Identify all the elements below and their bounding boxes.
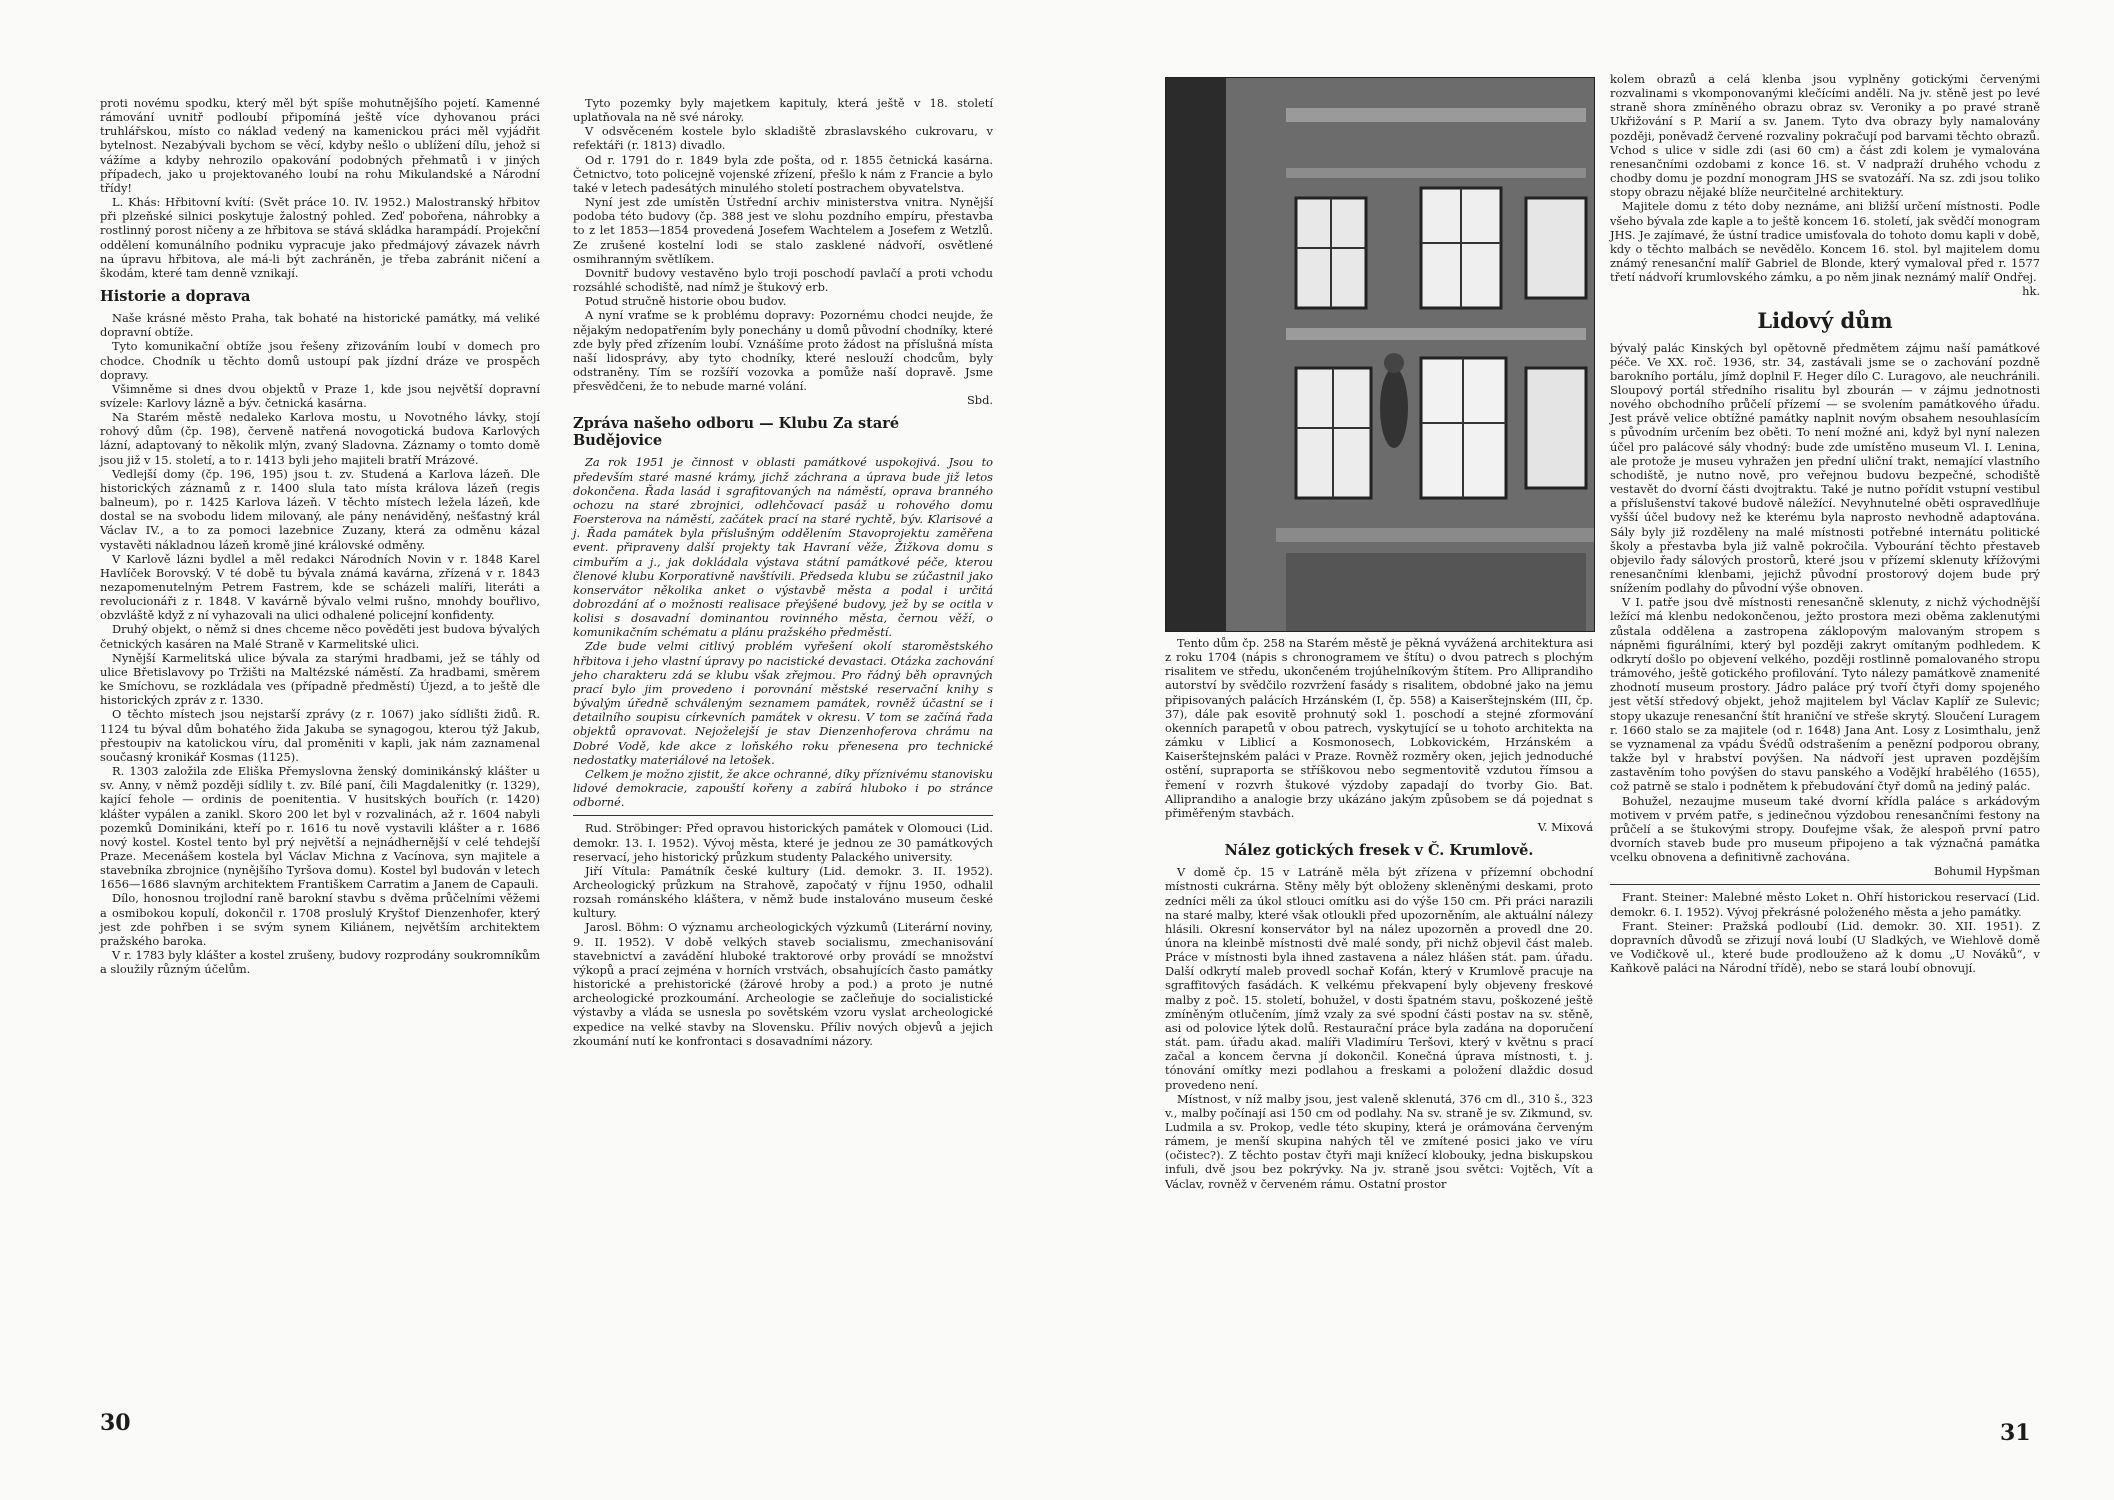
paragraph: Od r. 1791 do r. 1849 byla zde pošta, od r. 1855 četnická kasárna. Četnictvo, toto policejně vojenské zřízení, přešlo k nám z Francie a bylo také v letech padesátých minulého století postrachem obyvatelstva. bbox=[573, 152, 993, 195]
paragraph: A nyní vraťme se k problému dopravy: Pozornému chodci neujde, že nějakým nedopatřením byly ponechány u domů původní chodníky, které zde byly před zřízením loubí. Vznášíme proto žádost na příslušná místa naší lidosprávy, aby tyto chodníky, které neslouží chodcům, byly odstraněny. Tím se rozšíří vozovka a pomůže naší dopravě. Jsme přesvědčeni, že to nebude marné volání. bbox=[573, 308, 993, 394]
paragraph: V Karlově lázni bydlel a měl redakci Národních Novin v r. 1848 Karel Havlíček Borovský. V té době tu bývala známá kavárna, zřízená v r. 1843 nezapomenutelným Petrem Fastrem, kde se scházeli malíři, literáti a revolucionáři z r. 1848. V kavárně bývalo velmi rušno, mnohdy bouřlivo, obzvláště když z ní vyhazovali na ulici odhalené policejní konfidenty. bbox=[100, 551, 540, 623]
paragraph: Bohumil Hypšman bbox=[1933, 864, 2040, 879]
paragraph: Naše krásné město Praha, tak bohaté na historické památky, má veliké dopravní obtíže. bbox=[100, 311, 540, 340]
paragraph: Frant. Steiner: Pražská podloubí (Lid. demokr. 30. XII. 1951). Z dopravních důvodů se zřizují nová loubí (U Sladkých, ve Wiehlově domě ve Vodičkově ul., které bude prodlouženo až k domu „U Nováků“, v Kaňkově paláci na Národní třídě), nebo se stará loubí obnovují. bbox=[1610, 918, 2040, 976]
paragraph: Místnost, v níž malby jsou, jest valeně sklenutá, 376 cm dl., 310 š., 323 v., malby počínají asi 150 cm od podlahy. Na sv. straně je sv. Zikmund, sv. Ludmila a sv. Prokop, vedle této skupiny, která je orámována červeným rámem, je menší skupina nahých těl ve zmítené posici jako ve víru (očistec?). Z těchto postav čtyři maji knížecí klobouky, jedna biskupskou infuli, dvě jsou bez pokrývky. Na jv. straně jsou světci: Vojtěch, Vít a Václav, rovněž v červeném rámu. Ostatní prostor bbox=[1165, 1091, 1593, 1191]
paragraph: Majitele domu z této doby neznáme, ani bližší určení místnosti. Podle všeho bývala zde kaple a to ještě koncem 16. století, jak svědčí monogram JHS. Je zajímavé, že ústní tradice umisťovala do tohoto domu kapli v době, kdy o těchto malbách se nevědělo. Koncem 16. stol. byl majitelem domu známý renesanční malíř Gabriel de Blonde, který vymaloval před r. 1577 třetí nádvoří krumlovského zámku, a po něm jinak neznámý malíř Ondřej. bbox=[1610, 199, 2040, 285]
column-2 bbox=[573, 96, 993, 1048]
paragraph: Tyto komunikační obtíže jsou řešeny zřizováním loubí v domech pro chodce. Chodník u těchto domů ustoupí pak jízdní dráze ve prospěch dopravy. bbox=[100, 339, 540, 382]
paragraph: Nyní jest zde umístěn Ústřední archiv ministerstva vnitra. Nynější podoba této budovy (čp. 388 jest ve slohu pozdního empíru, přestavba to z let 1853—1854 provedená Josefem Wachtelem a Josefem z Wetzlů. Ze zrušené kostelní lodi se stalo zasklené nádvoří, osvětlené osmihranným světlíkem. bbox=[573, 195, 993, 266]
paragraph: Tento dům čp. 258 na Starém městě je pěkná vyvážená architektura asi z roku 1704 (nápis s chronogramem ve štítu) o dvou patrech s plochým risalitem ve středu, ukončeném trojúhelníkovým štítem. Pro Alliprandiho autorství by svědčilo rozvržení fasády s risalitem, obdobné jako na jemu připisovaných palácích Hrzánském (I, čp. 558) a Kaiserštejnském (III, čp. 37), dále pak esovitě prohnutý sokl 1. poschodí a stejné zformování okenních parapetů v obou patrech, vyskytující se u tohoto architekta na zámku v Liblicí a Kosmonosech, Lobkovickém, Hrzánském a Kaiserštejnském paláci v Praze. Rovněž rozměry oken, jejich jednoduché ostění, supraporta se stříškovou nebo segmentovitě vzdutou římsou a řemení v rozvrh štukové výzdoby zapadají do tvorby Gio. Bat. Alliprandiho a analogie brzy ukázáno jakým způsobem se dá pojednat s přiměřeným stavbách. bbox=[1165, 636, 1593, 820]
section-heading: Nález gotických fresek v Č. Krumlově. bbox=[1224, 842, 1534, 860]
paragraph: V domě čp. 15 v Latráně měla být zřízena v přízemní obchodní místnosti cukrárna. Stěny měly být obloženy skleněnými deskami, proto zedníci měli za úkol stlouci omítku asi do výše 150 cm. Při práci narazili na staré malby, které však otloukli před upozorněním, ale aktuální nálezy hlásili. Okresní konservátor byl na nález upozorněn a provedl dne 20. února na kleinbě místnosti dvě malé sondy, při nichž objevil část maleb. Práce v místnosti byla ihned zastavena a nález hlášen stát. pam. úřadu. Další odkrytí maleb provedl sochař Kofán, který v Krumlově pracuje na sgraffitových fasádách. K velkému překvapení byly objeveny freskové malby z poč. 15. století, bohužel, v dosti špatném stavu, poškozené ještě zmíněným otlučením, jímž vzaly za své spodní části postav na sv. stěně, asi od polovice lýtek dolů. Restaurační práce byla zadána na doporučení stát. pam. úřadu akad. malíři Vladimíru Teršovi, který v květnu s prací začal a koncem června jí dokončil. Konečná úprava místnosti, t. j. tónování omítky mezi podlahou a freskami a položení dlaždic dosud provedeno není. bbox=[1165, 865, 1593, 1092]
paragraph: Druhý objekt, o němž si dnes chceme něco pověděti jest budova bývalých četnických kasáren na Malé Straně v Karmelitské ulici. bbox=[100, 622, 540, 651]
paragraph: V odsvěceném kostele bylo skladiště zbraslavského cukrovaru, v refektáři (r. 1813) divadlo. bbox=[573, 124, 993, 153]
paragraph: Jarosl. Böhm: O významu archeologických výzkumů (Literární noviny, 9. II. 1952). V době velkých staveb socialismu, zmechanisování stavebnictví a zavádění hluboké traktorové orby provádí se množství výkopů a prací zejména v horních vrstvách, obsahujících často památky historické a prehistorické (žárové hroby a pod.) a proto je nutné archeologické prozkoumání. Archeologie se začleňuje do socialistické výstavby a vláda se usnesla po sovětském vzoru vyslat archeologické expedice na velké stavby na Slovensku. Příliv nových objevů a jejich zkoumání nutí ke konfrontaci s dosavadními názory. bbox=[573, 920, 993, 1048]
paragraph: kolem obrazů a celá klenba jsou vyplněny gotickými červenými rozvalinami s vkomponovanými klečícími anděli. Na jv. stěně jest po levé straně shora zmíněného obrazu obraz sv. Veroniky a po pravé straně Ukřižování s P. Marií a sv. Janem. Tyto dva obrazy byly namalovány později, poněvadž červené rozvaliny pokračují pod barvami těchto obrazů. Vchod s ulice v sidle zdi (asi 60 cm) a část zdi kolem je vymalována renesančními ozdobami z konce 16. st. V nadpraží druhého vchodu z chodby domu je pozdní monogram JHS se svatozáří. Na sz. zdi jsou toliko stopy obrazu nějaké blíže neurčitelné architektury. bbox=[1610, 72, 2040, 200]
paragraph: Rud. Ströbinger: Před opravou historických památek v Olomouci (Lid. demokr. 13. I. 1952). Vývoj města, které je jednou ze 30 památkových reservací, jeho historický průzkum studenty Palackého university. bbox=[573, 821, 993, 864]
paragraph: Za rok 1951 je činnost v oblasti památkové uspokojivá. Jsou to především staré masné krámy, jichž záchrana a úprava bude již letos dokončena. Řada lasád i sgrafitovaných na náměstí, oprava branného ochozu na staré zbrojnici, odlehčovací pasáž u rohového domu Foersterova na náměstí, začátek prací na staré rychtě, býv. Klarisové a j. Řada památek byla příslušným oddělením Stavoprojektu zaměřena event. připraveny další projekty tak Havraní věže, Žižkova domu s cimbuřím a j., jak dokládala výstava státní památkové péče, kterou členové klubu Korporativně navštívili. Předseda klubu se zúčastnil jako konservátor několika anket o výstavbě města a podal i určitá dobrozdání ať o možnosti realisace přeýšené budovy, jež by se ocitla v kolisi s dosavadní dominantou rovinného města, černou věží, o komunikačním schématu a plánu pražského předměstí. bbox=[573, 455, 993, 640]
paragraph: Tyto pozemky byly majetkem kapituly, která ještě v 18. století uplatňovala na ně své nároky. bbox=[573, 96, 993, 125]
paragraph: Dovnitř budovy vestavěno bylo troji poschodí pavlačí a proti vchodu rozsáhlé schodiště, nad nímž je štukový erb. bbox=[573, 265, 993, 295]
paragraph: Celkem je možno zjistit, že akce ochranné, díky příznivému stanovisku lidové demokracie, zapouští kořeny a zabírá hluboko i po stránce odborné. bbox=[573, 766, 993, 810]
paragraph: Nynější Karmelitská ulice bývala za starými hradbami, jež se táhly od ulice Břetislavovy po Tržišti na Maltézské náměstí. Za hradbami, směrem ke Smíchovu, se rozkládala ves (případně předměstí) Újezd, a to ještě dle historických zpráv z r. 1330. bbox=[100, 650, 540, 708]
paragraph: V. Mixová bbox=[1537, 820, 1593, 835]
divider bbox=[1610, 884, 2040, 885]
page-number-left: 30 bbox=[100, 1410, 131, 1436]
section-heading: Historie a doprava bbox=[100, 288, 251, 306]
divider bbox=[573, 815, 993, 816]
paragraph: Sbd. bbox=[966, 393, 993, 408]
paragraph: hk. bbox=[2022, 284, 2040, 299]
paragraph: Frant. Steiner: Malebné město Loket n. Ohří historickou reservací (Lid. demokr. 6. I. 1952). Vývoj překrásné položeného města a jeho památky. bbox=[1610, 890, 2040, 919]
paragraph: bývalý palác Kinských byl opětovně předmětem zájmu naší památkové péče. Ve XX. roč. 1936, str. 34, zastávali jsme se o zachování pozdně barokního portálu, jímž doplnil F. Heger dílo C. Luragovo, ale neuchránili. Sloupový portál středního risalitu byl zbourán — v zájmu jednotnosti nového obchodního průčelí přízemí — se svolením památkového úřadu. Jest právě velice obtížné památky naplnit novým obsahem nesouhlasícím s původním určením bez oběti. To není možné ani, když byl nyní nalezen účel pro palácové sály vhodný: bude zde umístěno museum Vl. I. Lenina, ale protože je museu vyhražen jen přední uliční trakt, nemající vlastního schodiště, je nutno nově, pro veřejnou budovu bezpečné, schodiště vestavět do dvorní části dvojtraktu. Také je nutno pořídit vstupní vestibul a příslušenství takové budově náležící. Nevyhnutelné oběti ospravedlňuje vyšší účel budovy než ke kterému byla naprosto nevhodně adaptována. Sály byly již rozděleny na malé místnosti potřebné internátu politické školy a přestavba byla již valně pokročila. Vybourání těchto přestaveb objevilo řady sálových prostorů, které jsou v přízemí sklenuty křížovými renesančními klenbami, jejichž původní prostorový dojem bude prý snížením podlahy do původní výše obnoven. bbox=[1610, 340, 2040, 596]
page-number-right: 31 bbox=[2000, 1420, 2031, 1446]
paragraph: Zde bude velmi citlivý problém vyřešení okolí staroměstského hřbitova i jeho vlastní úpravy po nacistické devastaci. Otázka zachování jeho charakteru zdá se klubu však zřejmou. Pro řádný běh opravných prací bylo jim provedeno i porovnání městské reservační knihy s bývalým úředně schváleným seznamem památek, rovněž účastní se i detailního soupisu církevních památek v okresu. V tom se začíná řada objektů opravovat. Nejoželejší je stav Dienzenhoferova chrámu na Dobré Vodě, kde akce z loňského roku přenesena pro technické nedostatky materiálové na letošek. bbox=[573, 639, 993, 767]
paragraph: Dílo, honosnou trojlodní raně barokní stavbu s dvěma průčelními věžemi a osmibokou kopulí, dokončil r. 1708 proslulý Kryštof Dienzenhofer, který jest zde pohřben i se svým synem Kiliánem, největším architektem pražského baroka. bbox=[100, 891, 540, 948]
paragraph: proti novému spodku, který měl být spíše mohutnějšího pojetí. Kamenné rámování uvnitř podloubí připomíná ještě více dyhovanou práci truhlářskou, místo co náklad vedený na kamenickou práci měl vyjádřit bytelnost. Nezabývali bychom se věcí, kdyby nešlo o ublížení dílu, jehož si vážíme a kdyby nehrozilo opakování podobných přehmatů i v jiných případech, jako u projektovaného loubí na rohu Mikulandské a Národní třídy! bbox=[100, 96, 540, 195]
column-3 bbox=[1165, 636, 1593, 1191]
paragraph: Jiří Vítula: Památník české kultury (Lid. demokr. 3. II. 1952). Archeologický průzkum na Strahově, započatý v říjnu 1950, odhalil rozsah románského kláštera, v němž bude instalováno museum české kultury. bbox=[573, 863, 993, 921]
paragraph: V I. patře jsou dvě místnosti renesančně sklenuty, z nichž východnější ležící má klenbu nedokončenou, ježto prostora mezi oběma zaklenutými zůstala oddělena a zastropena záklopovým malovaným stropem s nápněmi figurálními, který byl později zakryt omítaným podhledem. K odkrytí došlo po objevení velkého, později rostlinně pomalovaného stropu trámového, ještě gotického profilování. Tyto nálezy památkově znamenité zhodnotí museum prostory. Jádro paláce prý tvoří čtyři domy spojeného jest větší středový objekt, jehož majitelem byl Václav Kaplíř ze Sulevic; stopy ukazuje renesanční štít hraniční ve střeše skrytý. Sloučení Luragem r. 1660 stalo se za majitele (od r. 1648) Jana Ant. Losy z Losimthalu, jenž se vyznamenal za vpádu Švédů odstrašením a penězní podporou obrany, takže byl v hrabství povýšen. Na nádvoří jest upraven pozdějším zastavěním toho povýšen do stavu panského a Vodějkí hrabělého (1655), což patrně se stalo i podnětem k přebudování čtyř domů na jediný palác. bbox=[1610, 595, 2040, 794]
paragraph: L. Khás: Hřbitovní kvítí: (Svět práce 10. IV. 1952.) Malostranský hřbitov při plzeňské silnici poskytuje žalostný pohled. Zeď pobořena, náhrobky a rostlinný porost ničeny a ze hřbitova se stává skládka harampádí. Projekční oddělení komunálního podniku vypracuje jako předmájový závazek návrh na úpravu hřbitova, ale má-li být zachráněn, je třeba zabránit ničení a škodám, které tam denně vznikají. bbox=[100, 195, 540, 280]
paragraph: R. 1303 založila zde Eliška Přemyslovna ženský dominikánský klášter u sv. Anny, v němž později sídlily t. zv. Bílé paní, čili Magdalenitky (r. 1329), kající fehole — ordinis de poenitentia. V husitských bouřích (r. 1420) klášter vypálen a zanikl. Skoro 200 let byl v rozvalinách, až r. 1604 nabyli pozemků Dominikáni, kteří po r. 1616 tu nově vystavili klášter a r. 1686 nový kostel. Kostel tento byl prý největší a nejnádhernější v celé tehdejší Praze. Mecenášem kostela byl Václav Michna z Vacínova, syn majitele a stavebníka zbrojnice (nynějšího Tyršova domu). Kostel byl budován v letech 1656—1686 slavným architektem Františkem Carratim a Janem de Capauli. bbox=[100, 764, 540, 892]
paragraph: Všimněme si dnes dvou objektů v Praze 1, kde jsou největší dopravní svízele: Karlovy lázně a býv. četnická kasárna. bbox=[100, 381, 540, 410]
column-1 bbox=[100, 96, 540, 976]
paragraph: O těchto místech jsou nejstarší zprávy (z r. 1067) jako sídlišti židů. R. 1124 tu býval dům bohatého žida Jakuba se synagogou, kterou týž Jakub, přestoupiv na katolickou víru, dal proměniti v kapli, jak nám zaznamenal současný kronikář Kosmas (1125). bbox=[100, 707, 540, 764]
paragraph: Vedlejší domy (čp. 196, 195) jsou t. zv. Studená a Karlova lázeň. Dle historických záznamů z r. 1400 slula tato místa králova lázeň (regis balneum), po r. 1425 Karlova lázeň. V těchto místech ležela lázeň, kde dostal se na svobodu lidem milovaný, ale pány nenáviděný, nešťastný král Václav IV., a to za pomoci lazebnice Zuzany, která za odměnu kázal vystavěti nákladnou lázeň kromě jiné královské odměny. bbox=[100, 466, 540, 552]
section-heading: Lidový dům bbox=[1757, 307, 1893, 333]
column-4 bbox=[1610, 72, 2040, 975]
section-heading: Zpráva našeho odboru — Klubu Za staré Budějovice bbox=[573, 415, 900, 450]
paragraph: V r. 1783 byly klášter a kostel zrušeny, budovy rozprodány soukromníkům a sloužily různým účelům. bbox=[100, 948, 540, 977]
paragraph: Potud stručně historie obou budov. bbox=[585, 294, 787, 309]
baroque-facade-photo bbox=[1165, 77, 1595, 632]
paragraph: Na Starém městě nedaleko Karlova mostu, u Novotného lávky, stojí rohový dům (čp. 198), červeně natřená novogotická budova Karlových lázní, adaptovaný to několik mlýn, zvaný Sladovna. Záznamy o tomto domě jsou již v 15. století, a to r. 1413 byli jeho majiteli bratří Mrázové. bbox=[100, 410, 540, 467]
paragraph: Bohužel, nezaujme museum také dvorní křídla paláce s arkádovým motivem v prvém patře, s jedinečnou výzdobou renesančními festony na průčelí a se štukovými stropy. Doufejme však, že alespoň první patro dvorních staveb bude pro museum připojeno a tak význačná památka vcelku obnovena a definitivně zachována. bbox=[1610, 793, 2040, 865]
